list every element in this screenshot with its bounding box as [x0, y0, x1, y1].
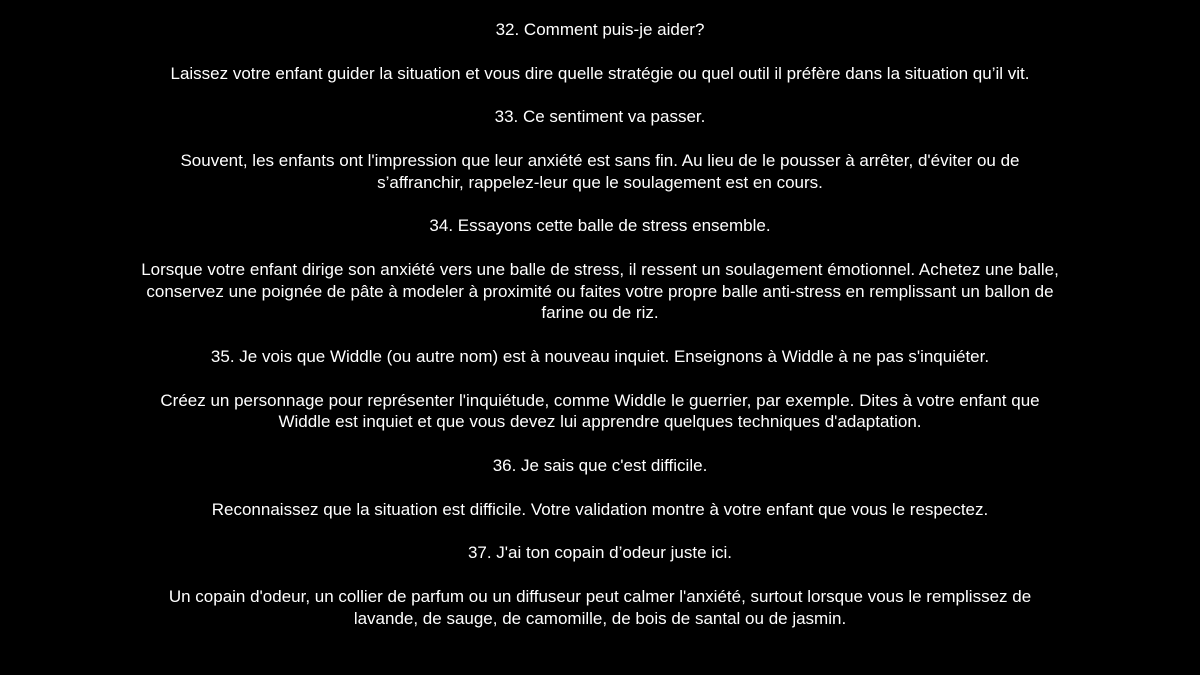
text-line: Reconnaissez que la situation est difficile. Votre validation montre à votre enfant que vous le respectez. — [211, 499, 989, 519]
text-line: Souvent, les enfants ont l'impression que leur anxiété est sans fin. Au lieu de le pousser à arrêter, d'éviter ou de — [180, 150, 1020, 170]
tip-paragraph — [0, 586, 1200, 630]
tip-paragraph — [0, 390, 1200, 434]
document-body — [0, 19, 1200, 651]
text-line: Widdle est inquiet et que vous devez lui apprendre quelques techniques d'adaptation. — [278, 412, 922, 432]
tip-heading — [0, 19, 1200, 41]
text-line: 35. Je vois que Widdle (ou autre nom) est à nouveau inquiet. Enseignons à Widdle à ne pas s'inquiéter. — [210, 346, 990, 366]
text-line: 33. Ce sentiment va passer. — [494, 107, 706, 127]
text-line: 37. J'ai ton copain d’odeur juste ici. — [467, 543, 733, 563]
text-line: farine ou de riz. — [541, 303, 659, 323]
text-line: 32. Comment puis-je aider? — [495, 20, 705, 39]
text-line: 36. Je sais que c'est difficile. — [492, 455, 708, 475]
text-line: Laissez votre enfant guider la situation et vous dire quelle stratégie ou quel outil il préfère dans la situation qu’il vit. — [170, 63, 1030, 83]
text-line: lavande, de sauge, de camomille, de bois de santal ou de jasmin. — [353, 608, 847, 628]
text-line: 34. Essayons cette balle de stress ensemble. — [429, 216, 771, 236]
tip-heading — [0, 455, 1200, 477]
tip-paragraph — [0, 499, 1200, 521]
text-line: Un copain d'odeur, un collier de parfum ou un diffuseur peut calmer l'anxiété, surtout lorsque vous le remplissez de — [168, 586, 1032, 606]
tip-heading — [0, 542, 1200, 564]
tip-paragraph — [0, 63, 1200, 85]
tip-heading — [0, 346, 1200, 368]
text-line: s’affranchir, rappelez-leur que le soulagement est en cours. — [377, 172, 823, 192]
tip-heading — [0, 106, 1200, 128]
text-line: conservez une poignée de pâte à modeler à proximité ou faites votre propre balle anti-stress en remplissant un ballon de — [146, 281, 1054, 301]
tip-paragraph — [0, 150, 1200, 194]
tip-heading — [0, 215, 1200, 237]
tip-paragraph — [0, 259, 1200, 324]
text-line: Créez un personnage pour représenter l'inquiétude, comme Widdle le guerrier, par exemple. Dites à votre enfant que — [160, 390, 1040, 410]
text-line: Lorsque votre enfant dirige son anxiété vers une balle de stress, il ressent un soulagement émotionnel. Achetez une balle, — [141, 259, 1059, 279]
